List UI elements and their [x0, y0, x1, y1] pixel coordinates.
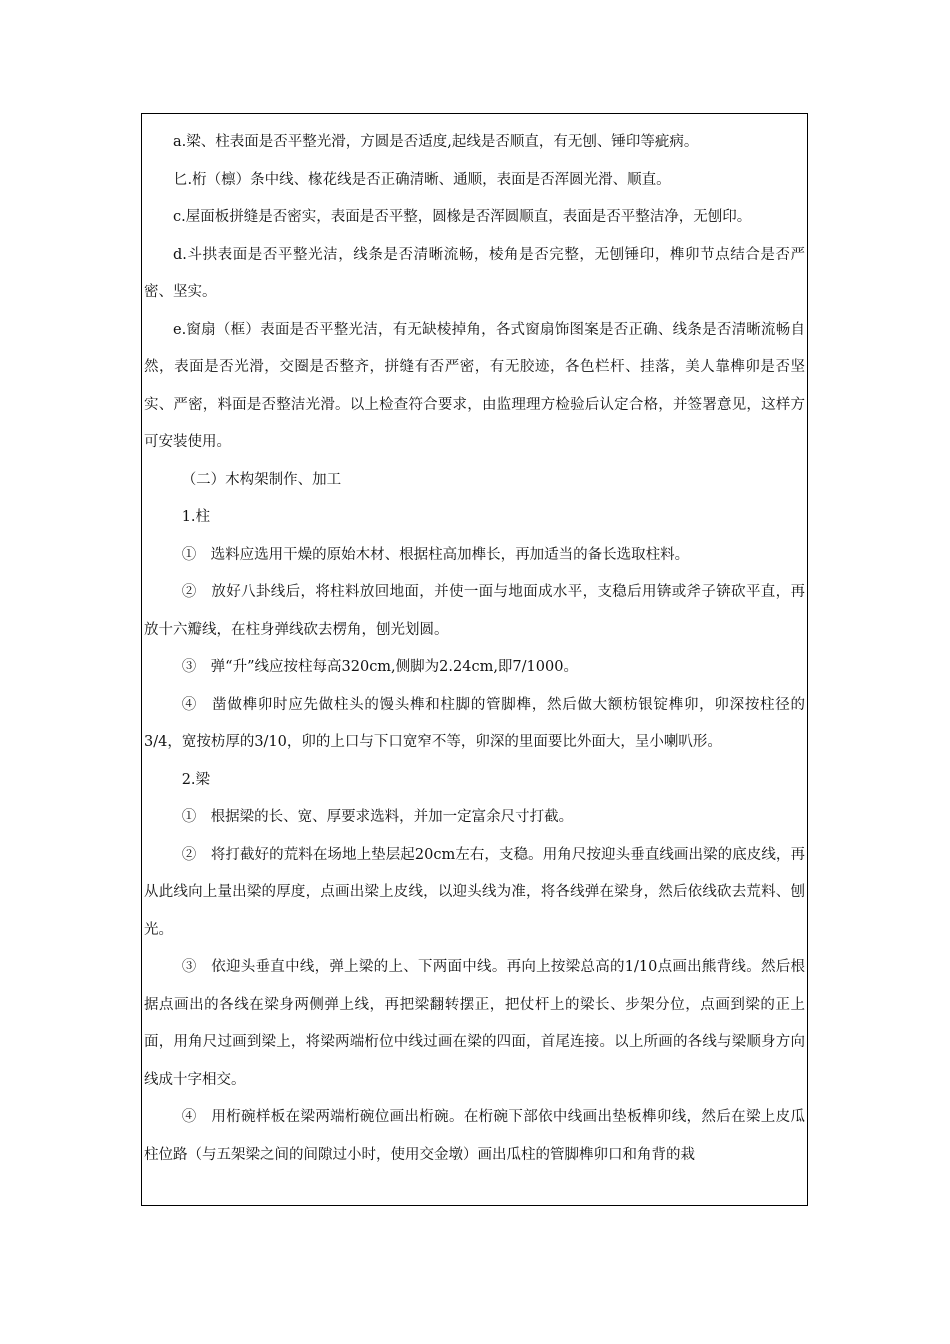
beam-step-4: ④ 用桁碗样板在梁两端桁碗位画出桁碗。在桁碗下部依中线画出垫板榫卯线，然后在梁上皮瓜柱位路（与五架梁之间的间隙过小时，使用交金墩）画出瓜柱的管脚榫卯口和角背的栽: [144, 1109, 805, 1163]
column-step-3: ③ 弹“升”线应按柱每高320cm,侧脚为2.24cm,即7/1000。: [181, 659, 578, 675]
table-cell-content: [144, 124, 805, 1174]
beam-step-2: ② 将打截好的荒料在场地上垫层起20cm左右，支稳。用角尺按迎头垂直线画出梁的底皮线，再从此线向上量出梁的厚度，点画出梁上皮线，以迎头线为准，将各线弹在梁身，然后依线砍去荒料、刨光。: [144, 846, 805, 938]
paragraph-b: 匕.桁（檩）条中线、椽花线是否正确清晰、通顺，表面是否浑圆光滑、顺直。: [173, 171, 671, 188]
beam-step-3: ③ 依迎头垂直中线，弹上梁的上、下两面中线。再向上按梁总高的1/10点画出熊背线。然后根据点画出的各线在梁身两侧弹上线，再把梁翻转摆正，把仗杆上的梁长、步架分位，点画到梁的正上面，用角尺过画到梁上，将梁两端桁位中线过画在梁的四面，首尾连接。以上所画的各线与梁顺身方向线成十字相交。: [144, 959, 805, 1088]
subheading-column: 1.柱: [181, 509, 211, 525]
paragraph-a: a.梁、柱表面是否平整光滑，方圆是否适度,起线是否顺直，有无刨、锤印等疵病。: [173, 134, 699, 150]
subheading-beam: 2.梁: [181, 771, 211, 788]
paragraph-c: c.屋面板拼缝是否密实，表面是否平整，圆椽是否浑圆顺直，表面是否平整洁净，无刨印。: [173, 209, 752, 225]
paragraph-d: d.斗拱表面是否平整光洁，线条是否清晰流畅，棱角是否完整，无刨锤印，榫卯节点结合是否严密、坚实。: [144, 246, 805, 300]
table-frame: [141, 113, 808, 1206]
column-step-4: ④ 凿做榫卯时应先做柱头的馒头榫和柱脚的管脚榫，然后做大额枋银锭榫卯，卯深按柱径的3/4，宽按枋厚的3/10，卯的上口与下口宽窄不等，卯深的里面要比外面大，呈小喇叭形。: [144, 696, 805, 750]
paragraph-e: e.窗扇（框）表面是否平整光洁，有无缺棱掉角，各式窗扇饰图案是否正确、线条是否清晰流畅自然，表面是否光滑，交圈是否整齐，拼缝有否严密，有无胶迹，各色栏杆、挂落，美人靠榫卯是否坚实、严密，料面是否整洁光滑。以上检查符合要求，由监理理方检验后认定合格，并签署意见，这样方可安装使用。: [144, 321, 805, 450]
section-heading: （二）木构架制作、加工: [181, 471, 342, 488]
beam-step-1: ① 根据梁的长、宽、厚要求选料，并加一定富余尺寸打截。: [181, 809, 574, 825]
column-step-1: ① 选料应选用干燥的原始木材、根据柱高加榫长，再加适当的备长选取柱料。: [181, 546, 690, 563]
column-step-2: ② 放好八卦线后，将柱料放回地面，并使一面与地面成水平，支稳后用锛或斧子锛砍平直，再放十六瓣线，在柱身弹线砍去楞角，刨光划圆。: [144, 584, 805, 638]
